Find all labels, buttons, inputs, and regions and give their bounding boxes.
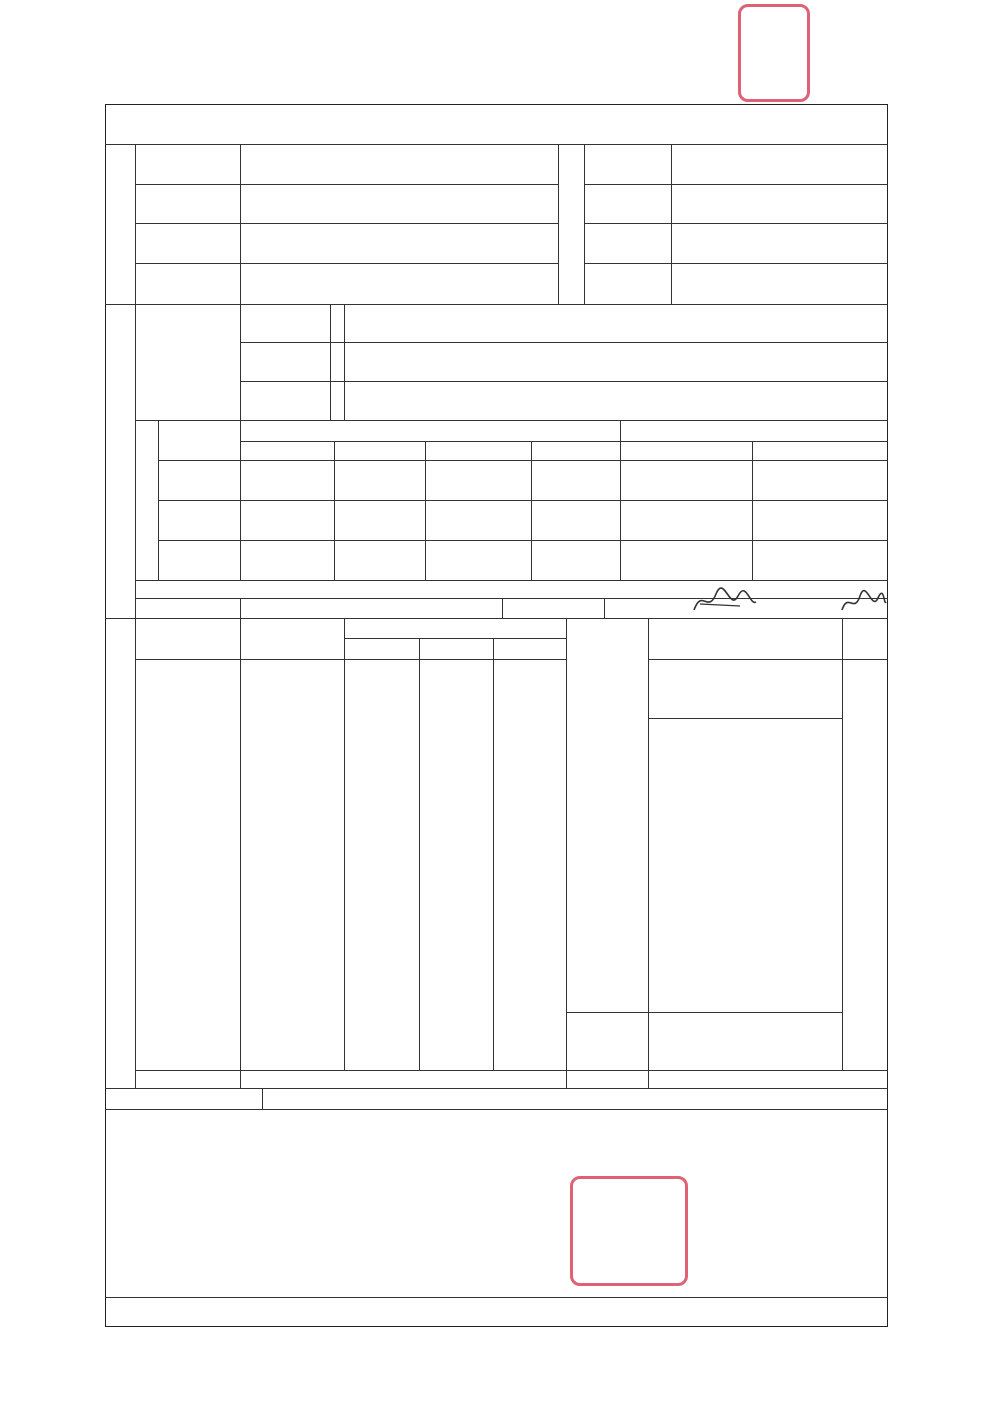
opinion-value [265, 580, 665, 598]
sampler-1 [620, 598, 680, 618]
col-v1 [344, 638, 419, 659]
purpose-label [584, 144, 671, 184]
top-company-seal [738, 4, 810, 102]
resp-label [566, 1070, 648, 1088]
method-radon [648, 1012, 842, 1070]
period-from [270, 1070, 360, 1088]
items-label [584, 263, 671, 304]
col-airflow [425, 441, 531, 460]
section-analysis [105, 618, 135, 1088]
sampler-2 [765, 598, 825, 618]
scale-label [584, 223, 671, 263]
period-to [450, 1070, 530, 1088]
aram-logo [283, 1192, 443, 1248]
site-no [240, 304, 330, 342]
sampler-2-signature [838, 586, 888, 618]
col-values [344, 618, 566, 638]
site-name [344, 342, 888, 381]
col-item [135, 618, 240, 659]
resp-sign [842, 1070, 888, 1088]
indoor-weather-header [240, 420, 620, 441]
col-note [842, 618, 888, 659]
equipment-header [620, 420, 888, 441]
items-value [671, 263, 888, 304]
manager-value [240, 263, 558, 304]
resp-value [648, 1070, 842, 1088]
summary-label [105, 1088, 262, 1109]
section-request [558, 144, 584, 304]
col-purifier [752, 441, 888, 460]
rep-value [240, 223, 558, 263]
page-title [105, 104, 888, 144]
site-name [344, 304, 888, 342]
company-label [135, 144, 240, 184]
sampler-label [502, 598, 604, 618]
point-header [158, 420, 240, 460]
scale-value [671, 223, 851, 263]
col-v2 [419, 638, 493, 659]
section-requester [105, 144, 135, 304]
summary-text [288, 1088, 788, 1109]
date-label [135, 598, 240, 618]
col-temp [240, 441, 334, 460]
col-method [648, 618, 842, 659]
manager-label [135, 263, 240, 304]
date-value [265, 598, 465, 618]
field-info-label [135, 460, 158, 580]
scale-unit [851, 223, 888, 263]
col-standard [240, 618, 344, 659]
time-radon [566, 1012, 648, 1070]
sampler-1-signature [690, 584, 760, 618]
col-humidity [334, 441, 425, 460]
facility-label [584, 184, 671, 223]
site-no [240, 342, 330, 381]
facility-value [671, 184, 888, 223]
col-ventilation [620, 441, 752, 460]
period-sep [390, 1070, 420, 1088]
section-sampling [105, 304, 135, 618]
address-label [135, 184, 240, 223]
address-value [240, 184, 558, 223]
col-time [566, 618, 648, 659]
time-main [566, 659, 648, 1012]
col-pressure [531, 441, 620, 460]
method-voc [648, 718, 842, 1012]
company-value [240, 144, 558, 184]
method-formaldehyde [648, 659, 842, 718]
rep-label [135, 223, 240, 263]
purpose-value [671, 144, 888, 184]
company-seal [570, 1176, 688, 1286]
site-selection-label [135, 304, 240, 420]
opinion-label [135, 580, 240, 598]
period-label [135, 1070, 240, 1088]
